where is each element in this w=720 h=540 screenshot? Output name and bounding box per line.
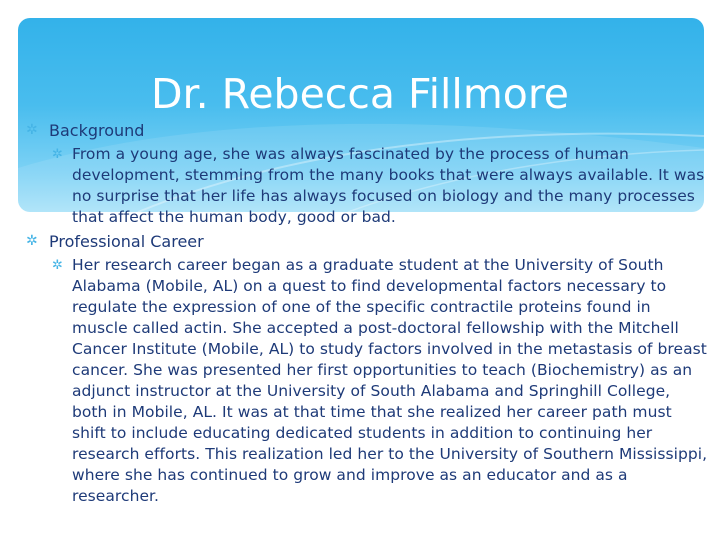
section-heading-text: Professional Career <box>49 232 204 251</box>
section-body-professional-career <box>0 255 720 507</box>
bullet-icon: ✲ <box>52 258 63 273</box>
section-body-text: From a young age, she was always fascinated by the process of human development, stemming from the many books that were always available. It was no surprise that her life has always focused on biology and the many processes that affect the human body, good or bad. <box>72 145 705 226</box>
bullet-icon: ✲ <box>26 233 38 249</box>
page-title: Dr. Rebecca Fillmore <box>150 70 570 118</box>
section-body-text: Her research career began as a graduate student at the University of South Alabama (Mobile, AL) on a quest to find developmental factors necessary to regulate the expression of one of the specific contractile proteins found in muscle called actin. She accepted a post-doctoral fellowship with the Mitchell Cancer Institute (Mobile, AL) to study factors involved in the metastasis of breast cancer. She was presented her first opportunities to teach (Biochemistry) as an adjunct instructor at the University of South Alabama and Springhill College, both in Mobile, AL. It was at that time that she realized her career path must shift to include educating dedicated students in addition to continuing her research efforts. This realization led her to the University of Southern Mississippi, where she has continued to grow and improve as an educator and as a researcher. <box>72 256 708 505</box>
section-heading-background <box>0 120 720 141</box>
section-heading-text: Background <box>49 121 145 140</box>
slide-content <box>0 120 720 510</box>
section-heading-professional-career <box>0 231 720 252</box>
bullet-icon: ✲ <box>52 147 63 162</box>
section-body-background <box>0 144 720 228</box>
bullet-icon: ✲ <box>26 122 38 138</box>
